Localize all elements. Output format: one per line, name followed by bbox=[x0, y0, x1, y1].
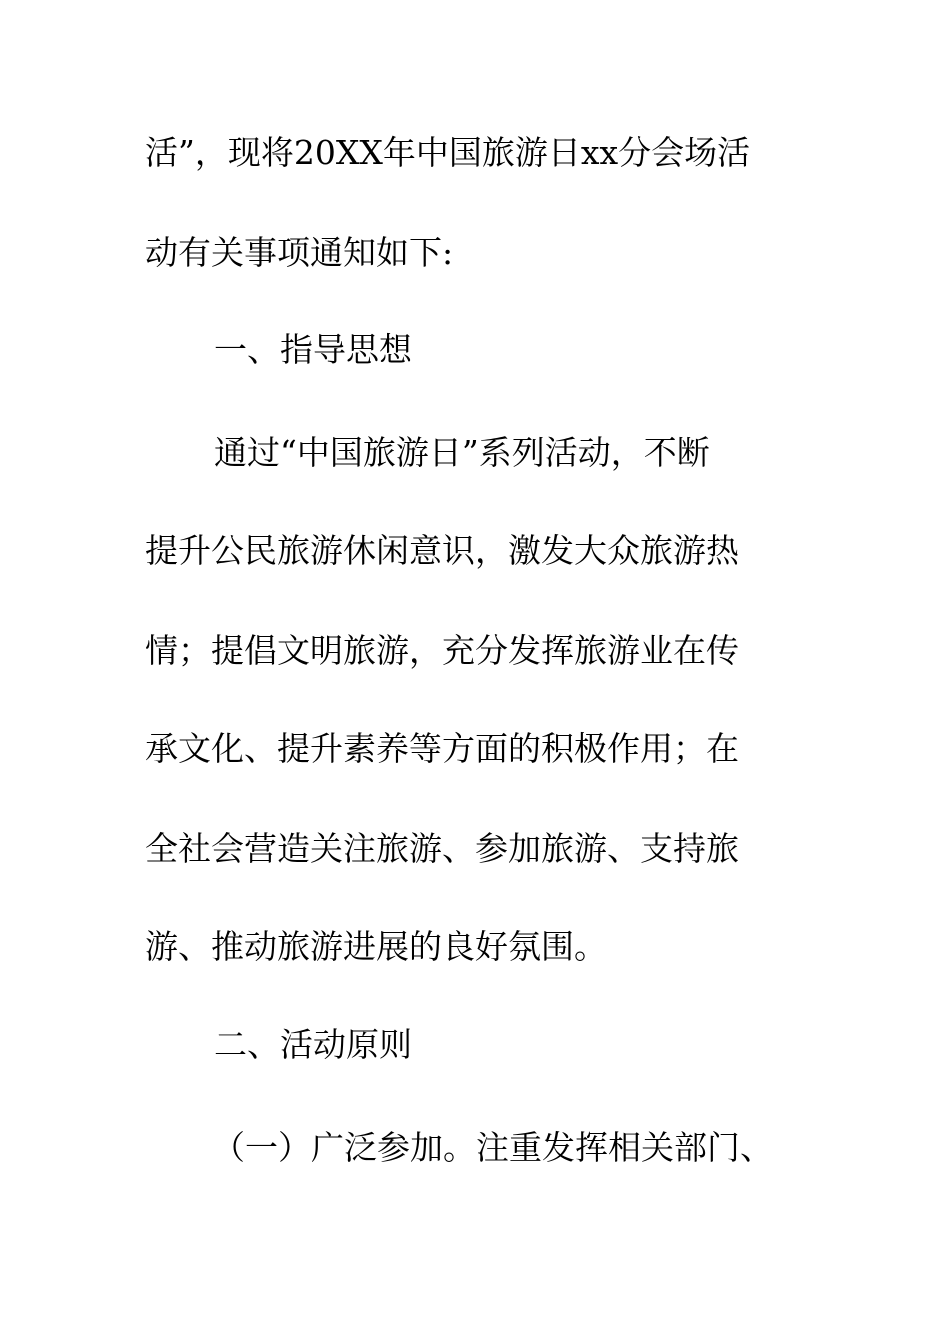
body-text-line-5: 情；提倡文明旅游，充分发挥旅游业在传 bbox=[145, 631, 739, 670]
body-text-line-2: 动有关事项通知如下: bbox=[145, 233, 454, 272]
body-text-line-4: 提升公民旅游休闲意识，激发大众旅游热 bbox=[145, 531, 739, 570]
body-text-line-9: （一）广泛参加。注重发挥相关部门、 bbox=[212, 1128, 773, 1167]
section-heading-2: 二、活动原则 bbox=[214, 1025, 412, 1064]
body-text-line-7: 全社会营造关注旅游、参加旅游、支持旅 bbox=[145, 829, 739, 868]
body-text-line-3: 通过“中国旅游日”系列活动，不断 bbox=[214, 433, 710, 472]
section-heading-1: 一、指导思想 bbox=[214, 330, 412, 369]
body-text-line-6: 承文化、提升素养等方面的积极作用；在 bbox=[145, 729, 739, 768]
body-text-line-8: 游、推动旅游进展的良好氛围。 bbox=[145, 927, 607, 966]
body-text-line-1: 活”，现将20XX年中国旅游日xx分会场活 bbox=[145, 133, 751, 172]
